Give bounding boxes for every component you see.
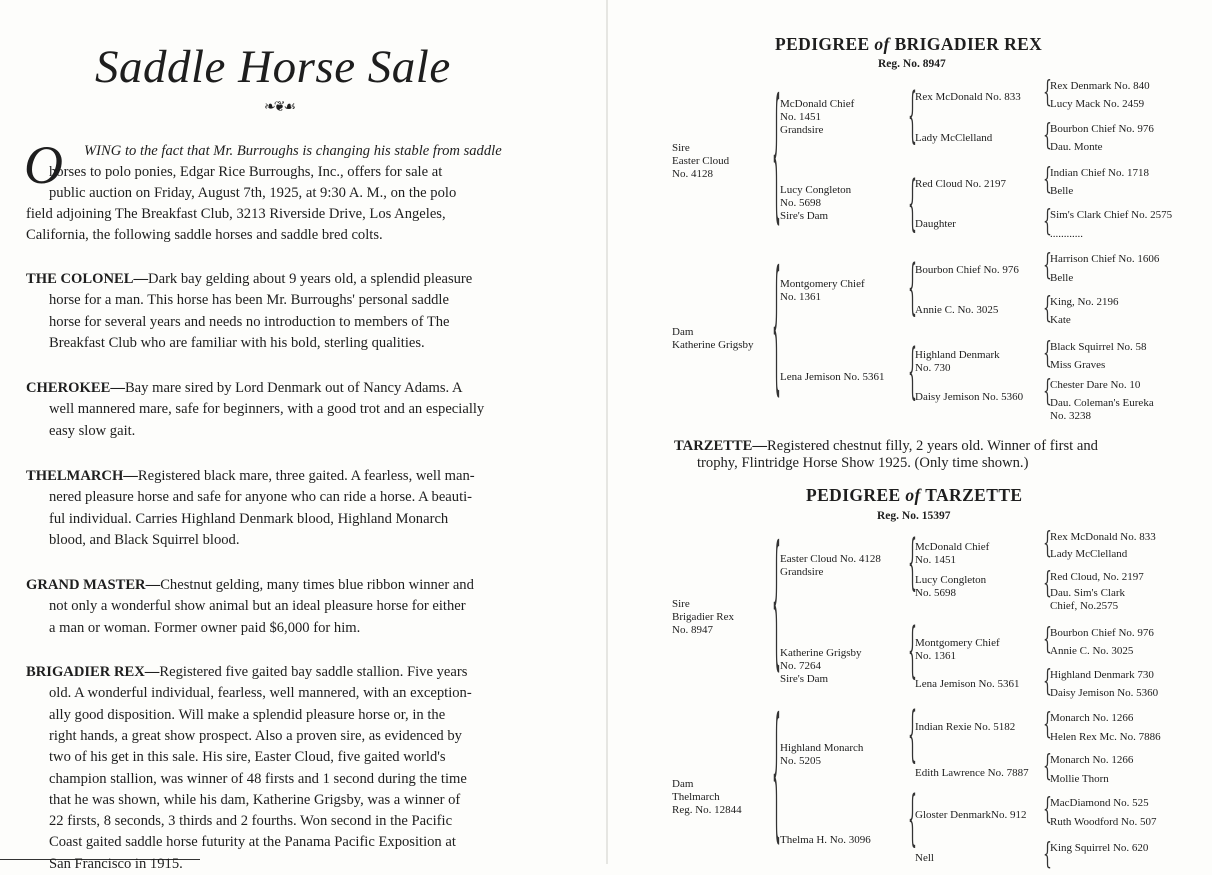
entry-line: blood, and Black Squirrel blood. (49, 531, 240, 548)
pedigree-brace: { (772, 77, 781, 244)
pedigree-brace: { (908, 786, 917, 856)
entry-text: Registered chestnut filly, 2 years old. Winner of first and (767, 438, 1098, 454)
pedigree-gen2: Grandsire (780, 566, 824, 578)
pedigree-sire: No. 4128 (672, 168, 713, 180)
entry-first-line (26, 269, 472, 290)
entry-line: right hands, a great show prospect. Also a proven sire, as evidenced by (49, 727, 462, 744)
pedigree-brace: { (1043, 248, 1052, 284)
pedigree-gen3: No. 5698 (915, 587, 956, 599)
pedigree-gen4: Harrison Chief No. 1606 (1050, 253, 1160, 265)
pedigree-brace: { (1043, 204, 1052, 240)
pedigree-sire: Brigadier Rex (672, 611, 735, 623)
pedigree-gen3: Lena Jemison No. 5361 (915, 678, 1020, 690)
pedigree-brace: { (1043, 664, 1052, 700)
title-part: PEDIGREE (806, 485, 901, 505)
intro-line: public auction on Friday, August 7th, 1925, at 9:30 A. M., on the polo (49, 185, 457, 201)
pedigree-gen4: Lady McClelland (1050, 548, 1128, 560)
pedigree-brace: { (908, 530, 917, 600)
pedigree-brace: { (772, 524, 781, 691)
pedigree-gen4: Annie C. No. 3025 (1050, 645, 1134, 657)
pedigree-gen4: MacDiamond No. 525 (1050, 797, 1149, 809)
pedigree-gen2: Sire's Dam (780, 673, 829, 685)
entry-name: CHEROKEE— (26, 380, 125, 396)
pedigree-dam: Katherine Grigsby (672, 339, 754, 351)
pedigree-gen4: Dau. Sim's Clark (1050, 587, 1126, 599)
pedigree-brace: { (908, 171, 917, 241)
pedigree-gen4: Daisy Jemison No. 5360 (1050, 687, 1159, 699)
entry-name: THE COLONEL— (26, 271, 149, 287)
pedigree-brace: { (1043, 118, 1052, 154)
entry-line: horse for a man. This horse has been Mr. Burroughs' personal saddle (49, 292, 449, 309)
pedigree-gen4: Kate (1050, 314, 1071, 326)
pedigree-gen3: Red Cloud No. 2197 (915, 178, 1007, 190)
pedigree-gen4: Red Cloud, No. 2197 (1050, 571, 1144, 583)
pedigree-brace: { (772, 696, 781, 863)
entry-text: Chestnut gelding, many times blue ribbon winner and (160, 577, 474, 593)
entry-name: TARZETTE— (674, 438, 767, 454)
entry-line: 22 firsts, 8 seconds, 3 thirds and 2 fourths. Won second in the Pacific (49, 813, 453, 830)
pedigree-gen3: Edith Lawrence No. 7887 (915, 767, 1029, 779)
entry-line: Breakfast Club who are familiar with his bold, sterling qualities. (49, 334, 425, 351)
entry-text: Dark bay gelding about 9 years old, a splendid pleasure (148, 271, 473, 287)
pedigree-gen4: Dau. Coleman's Eureka (1050, 397, 1154, 409)
entry-line: two of his get in this sale. His sire, Easter Cloud, five gaited world's (49, 749, 446, 766)
pedigree-sire: Sire (672, 142, 690, 154)
pedigree-gen4: Bourbon Chief No. 976 (1050, 627, 1154, 639)
pedigree-gen2: Lucy Congleton (780, 184, 852, 196)
pedigree-gen2: Grandsire (780, 124, 824, 136)
pedigree-gen3: Gloster DenmarkNo. 912 (915, 809, 1027, 821)
pedigree-brace: { (772, 249, 781, 416)
pedigree-gen2: Thelma H. No. 3096 (780, 834, 871, 846)
pedigree-brace: { (1043, 792, 1052, 828)
pedigree-dam: Dam (672, 778, 694, 790)
entry-line: easy slow gait. (49, 422, 136, 439)
pedigree-gen4: Belle (1050, 272, 1074, 284)
pedigree-gen4: Monarch No. 1266 (1050, 712, 1134, 724)
pedigree-brace: { (1043, 707, 1052, 743)
pedigree-gen4: ............ (1050, 228, 1083, 240)
pedigree-brace: { (1043, 75, 1052, 111)
pedigree-gen3: No. 1361 (915, 650, 956, 662)
entry-first-line (26, 466, 475, 487)
pedigree-gen3: McDonald Chief (915, 541, 990, 553)
pedigree-gen4: Lucy Mack No. 2459 (1050, 98, 1145, 110)
page-gutter (606, 0, 608, 864)
pedigree-tarzette-title (806, 485, 1022, 506)
pedigree-rex-title (775, 34, 1042, 55)
pedigree-brace: { (1043, 162, 1052, 198)
pedigree-brace: { (1043, 526, 1052, 562)
entry-line: ally good disposition. Will make a splendid pleasure horse or, in the (49, 706, 446, 723)
entry-tarzette-line-2: trophy, Flintridge Horse Show 1925. (Only time shown.) (697, 455, 1029, 471)
title-part: PEDIGREE (775, 34, 870, 54)
entry-line: Coast gaited saddle horse futurity at the Panama Pacific Exposition at (49, 834, 456, 851)
pedigree-brace: { (908, 618, 917, 688)
pedigree-gen4: Indian Chief No. 1718 (1050, 167, 1149, 179)
intro-line: WING to the fact that Mr. Burroughs is changing his stable from saddle (84, 143, 502, 159)
pedigree-gen3: Bourbon Chief No. 976 (915, 264, 1019, 276)
pedigree-rex-reg: Reg. No. 8947 (878, 58, 946, 70)
pedigree-gen3: Rex McDonald No. 833 (915, 91, 1021, 103)
pedigree-gen2: Highland Monarch (780, 742, 864, 754)
pedigree-brace: { (1043, 336, 1052, 372)
pedigree-gen4: Belle (1050, 185, 1074, 197)
entry-text: Bay mare sired by Lord Denmark out of Nancy Adams. A (124, 380, 463, 396)
entry-name: GRAND MASTER— (26, 577, 161, 593)
pedigree-gen2: No. 5205 (780, 755, 821, 767)
pedigree-gen3: Daughter (915, 218, 956, 230)
pedigree-gen4: King, No. 2196 (1050, 296, 1119, 308)
pedigree-gen2: Sire's Dam (780, 210, 829, 222)
pedigree-gen3: Highland Denmark (915, 349, 1000, 361)
pedigree-sire: Easter Cloud (672, 155, 730, 167)
entry-line: horse for several years and needs no introduction to members of The (49, 313, 450, 330)
pedigree-gen2: No. 7264 (780, 660, 821, 672)
title-part: of (905, 485, 921, 505)
pedigree-gen3: No. 730 (915, 362, 951, 374)
entry-line: nered pleasure horse and safe for anyone who can ride a horse. A beauti- (49, 489, 473, 506)
entry-first-line (26, 575, 474, 596)
pedigree-gen3: Annie C. No. 3025 (915, 304, 999, 316)
pedigree-gen4: Chester Dare No. 10 (1050, 379, 1141, 391)
title-part: TARZETTE (925, 485, 1023, 505)
entry-line: champion stallion, was winner of 48 firsts and 1 second during the time (49, 770, 467, 787)
pedigree-gen4: No. 3238 (1050, 410, 1091, 422)
ornament-icon: ❧❦☙ (264, 100, 295, 115)
pedigree-brace: { (1043, 622, 1052, 658)
pedigree-sire: Sire (672, 598, 690, 610)
entry-line: old. A wonderful individual, fearless, well mannered, with an exception- (49, 685, 472, 702)
pedigree-gen3: Indian Rexie No. 5182 (915, 721, 1016, 733)
entry-line: a man or woman. Former owner paid $6,000 for him. (49, 619, 361, 636)
entry-first-line (26, 378, 463, 399)
pedigree-brace: { (1043, 566, 1052, 602)
pedigree-brace: { (1043, 374, 1052, 410)
pedigree-gen4: Rex McDonald No. 833 (1050, 531, 1156, 543)
title-part: of (874, 34, 890, 54)
entry-name: BRIGADIER REX— (26, 664, 160, 680)
entry-line: that he was shown, while his dam, Katherine Grigsby, was a winner of (49, 791, 461, 808)
intro-line: horses to polo ponies, Edgar Rice Burroughs, Inc., offers for sale at (49, 164, 443, 180)
pedigree-brace: { (1043, 291, 1052, 327)
entry-line: not only a wonderful show animal but an ideal pleasure horse for either (49, 598, 466, 615)
pedigree-gen3: Lady McClelland (915, 132, 993, 144)
pedigree-gen2: Katherine Grigsby (780, 647, 862, 659)
pedigree-gen2: Lena Jemison No. 5361 (780, 371, 885, 383)
entry-first-line (26, 662, 467, 683)
pedigree-dam: Dam (672, 326, 694, 338)
pedigree-dam: Reg. No. 12844 (672, 804, 742, 816)
page-title: Saddle Horse Sale (95, 41, 451, 93)
pedigree-brace: { (908, 255, 917, 325)
pedigree-gen2: McDonald Chief (780, 98, 855, 110)
pedigree-gen3: Lucy Congleton (915, 574, 987, 586)
pedigree-gen4: Rex Denmark No. 840 (1050, 80, 1150, 92)
intro-line: California, the following saddle horses and saddle bred colts. (26, 227, 383, 243)
pedigree-brace: { (1043, 837, 1052, 873)
pedigree-gen3: Montgomery Chief (915, 637, 1000, 649)
pedigree-gen2: Montgomery Chief (780, 278, 865, 290)
entry-name: THELMARCH— (26, 468, 138, 484)
entry-text: Registered five gaited bay saddle stallion. Five years (159, 664, 468, 680)
pedigree-gen4: Sim's Clark Chief No. 2575 (1050, 209, 1173, 221)
pedigree-gen4: Monarch No. 1266 (1050, 754, 1134, 766)
entry-line: San Francisco in 1915. (49, 855, 183, 872)
pedigree-gen4: Ruth Woodford No. 507 (1050, 816, 1157, 828)
pedigree-gen4: Highland Denmark 730 (1050, 669, 1154, 681)
pedigree-brace: { (908, 702, 917, 772)
pedigree-brace: { (1043, 749, 1052, 785)
pedigree-gen4: Mollie Thorn (1050, 773, 1109, 785)
pedigree-gen4: Bourbon Chief No. 976 (1050, 123, 1154, 135)
pedigree-gen3: Nell (915, 852, 934, 864)
pedigree-gen4: King Squirrel No. 620 (1050, 842, 1149, 854)
pedigree-gen4: Miss Graves (1050, 359, 1106, 371)
pedigree-tarzette-reg: Reg. No. 15397 (877, 510, 951, 522)
pedigree-gen3: No. 1451 (915, 554, 956, 566)
pedigree-gen2: No. 5698 (780, 197, 821, 209)
pedigree-gen2: No. 1361 (780, 291, 821, 303)
pedigree-gen4: Dau. Monte (1050, 141, 1103, 153)
intro-line: field adjoining The Breakfast Club, 3213 Riverside Drive, Los Angeles, (26, 206, 446, 222)
pedigree-gen2: No. 1451 (780, 111, 821, 123)
pedigree-sire: No. 8947 (672, 624, 713, 636)
entry-line: well mannered mare, safe for beginners, with a good trot and an especially (49, 401, 485, 418)
entry-line: ful individual. Carries Highland Denmark blood, Highland Monarch (49, 510, 449, 527)
pedigree-dam: Thelmarch (672, 791, 720, 803)
pedigree-gen2: Easter Cloud No. 4128 (780, 553, 881, 565)
pedigree-gen3: Daisy Jemison No. 5360 (915, 391, 1024, 403)
title-part: BRIGADIER REX (894, 34, 1043, 54)
drop-cap: O (24, 135, 63, 195)
pedigree-brace: { (908, 83, 917, 153)
pedigree-gen4: Black Squirrel No. 58 (1050, 341, 1147, 353)
pedigree-gen4: Helen Rex Mc. No. 7886 (1050, 731, 1161, 743)
pedigree-brace: { (908, 339, 917, 409)
pedigree-gen4: Chief, No.2575 (1050, 600, 1119, 612)
entry-text: Registered black mare, three gaited. A fearless, well man- (137, 468, 475, 484)
